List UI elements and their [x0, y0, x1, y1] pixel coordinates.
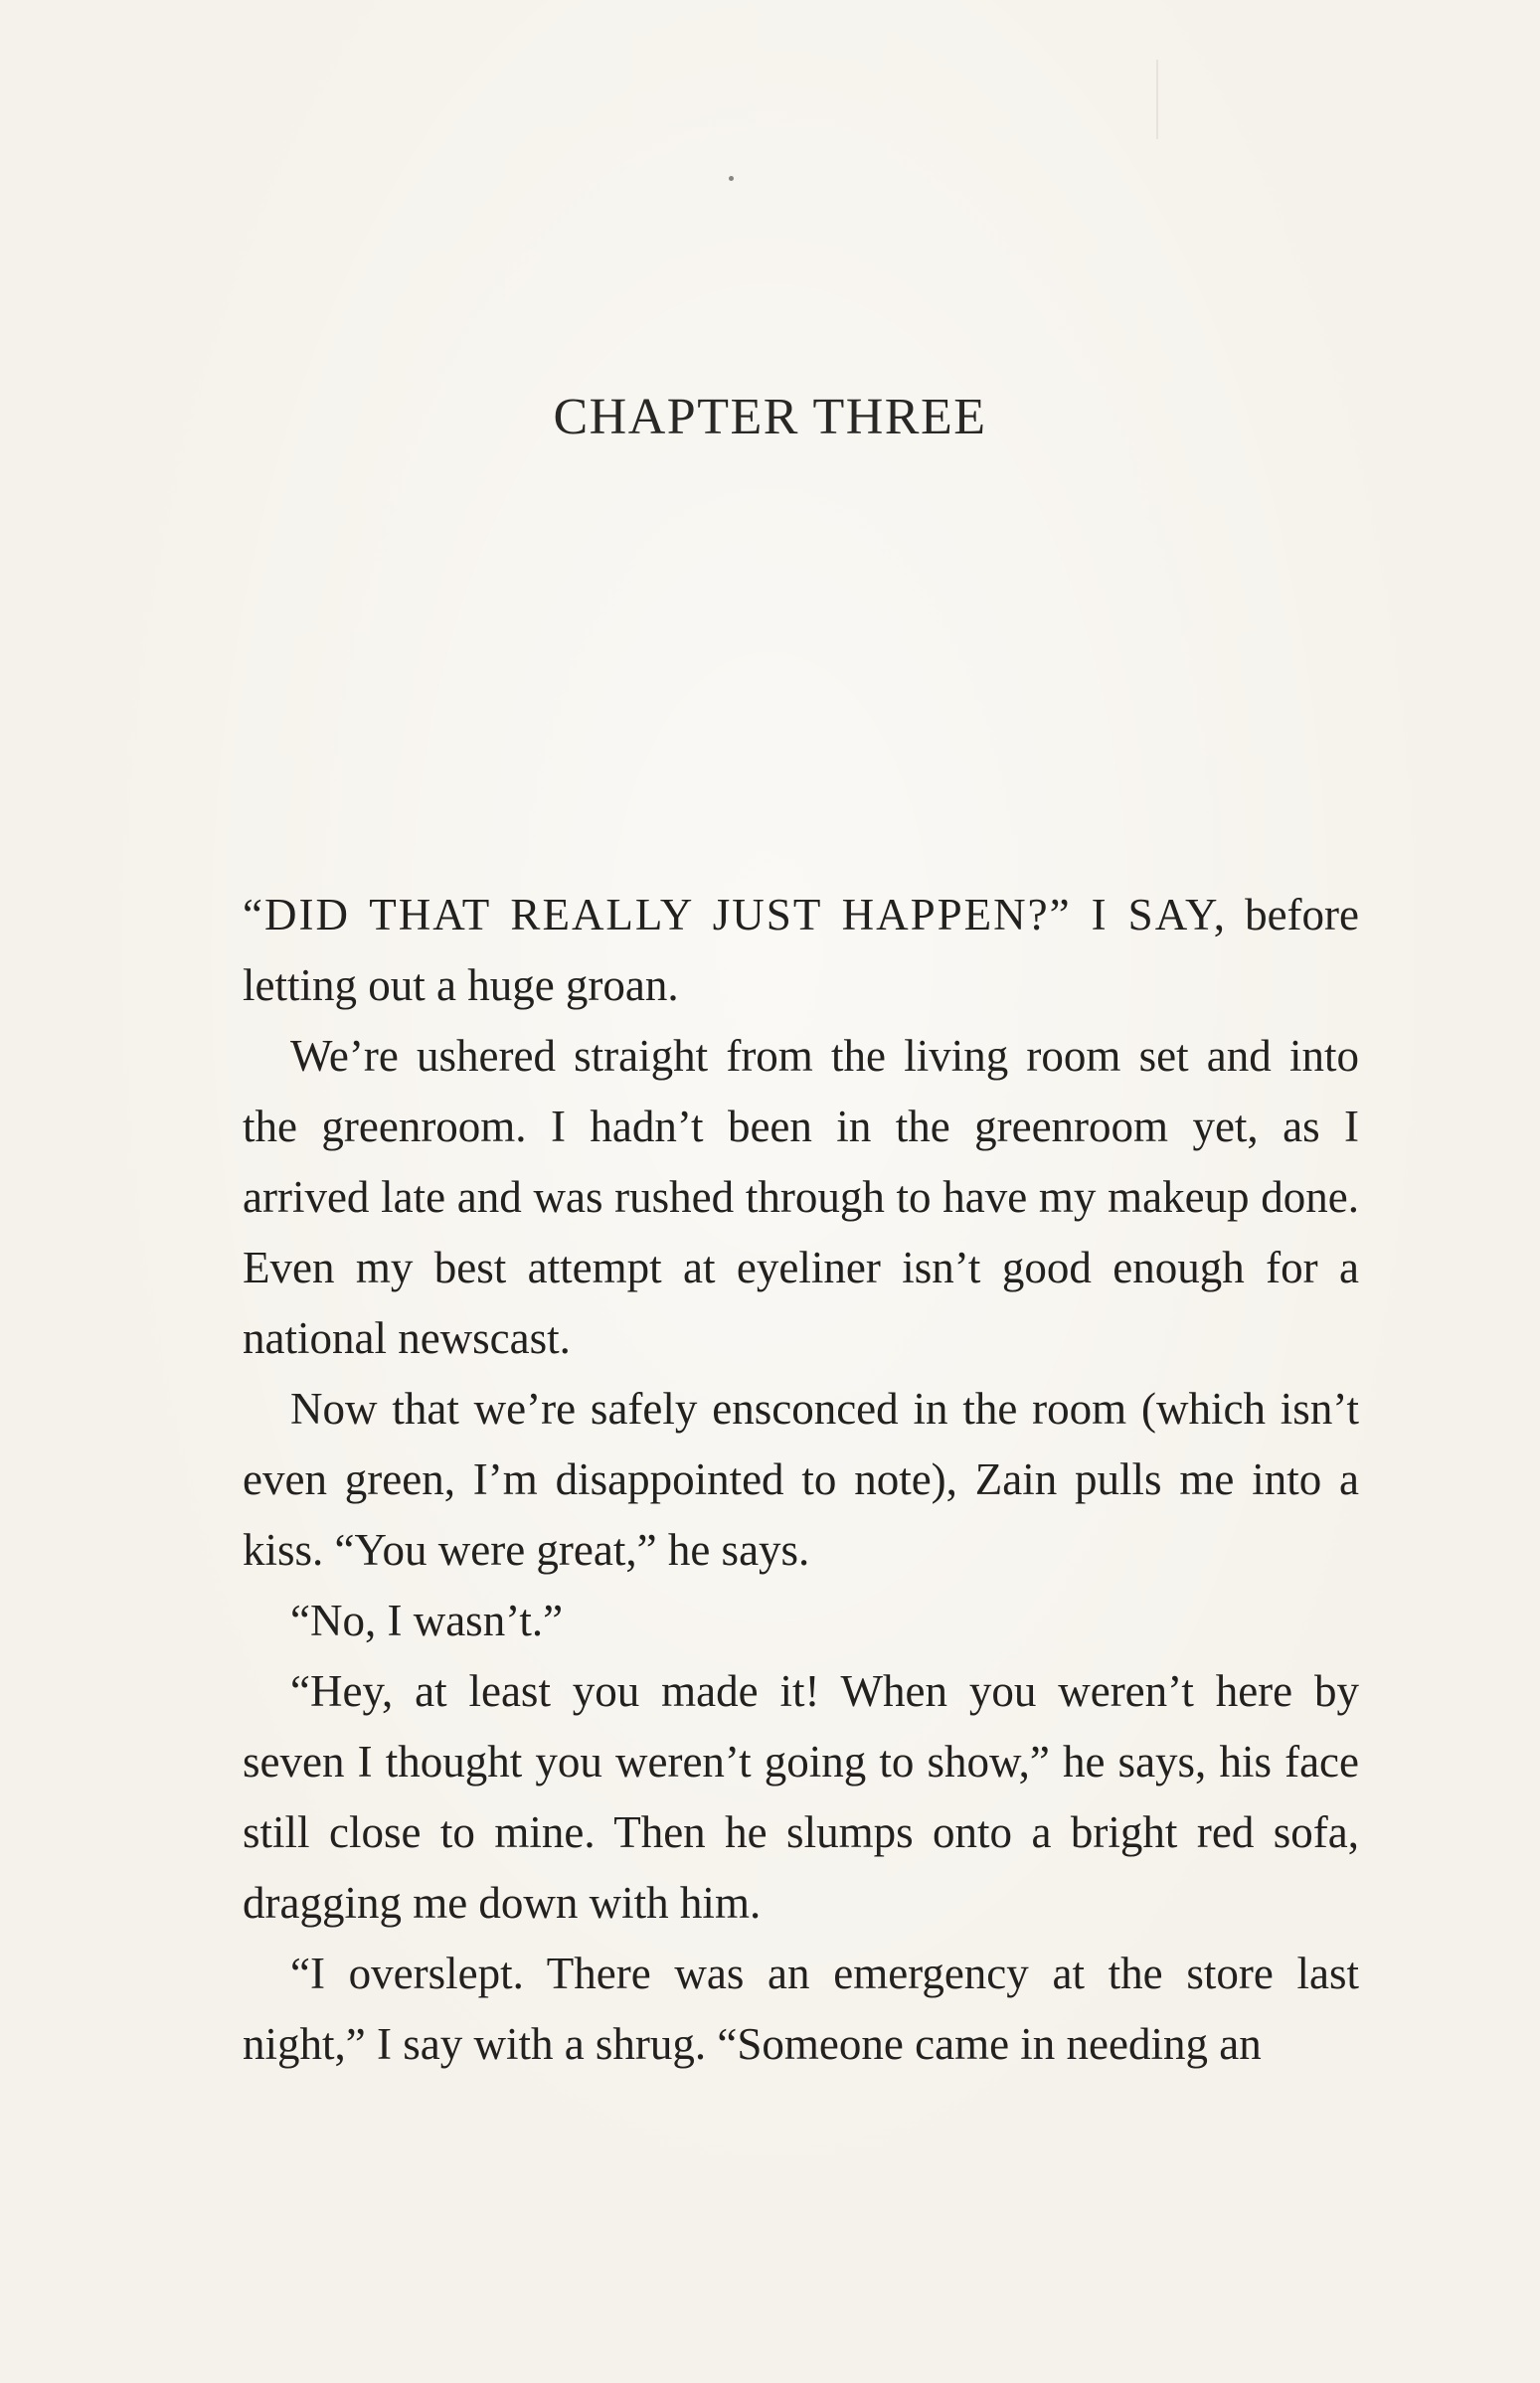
paragraph-3: Now that we’re safely ensconced in the room (which isn’t even green, I’m disappointed to note), Zain pulls me into a kiss. “You were great,” he says. — [243, 1384, 1359, 1575]
paragraph-4: “No, I wasn’t.” — [290, 1596, 564, 1645]
paragraph-6: “I overslept. There was an emergency at the store last night,” I say with a shrug. “Someone came in needing an — [243, 1949, 1359, 2069]
chapter-title: CHAPTER THREE — [553, 389, 987, 445]
opening-caps: “DID THAT REALLY JUST HAPPEN?” I SAY, — [243, 890, 1228, 939]
paragraph-1 — [243, 880, 1359, 1021]
chapter-body — [243, 880, 1359, 2080]
page-speck — [729, 176, 734, 181]
paragraph-5: “Hey, at least you made it! When you weren’t here by seven I thought you weren’t going to show,” he says, his face still close to mine. Then he slumps onto a bright red sofa, dragging me down with him. — [243, 1666, 1359, 1928]
page-blemish — [1156, 60, 1158, 139]
paragraph-2: We’re ushered straight from the living room set and into the greenroom. I hadn’t been in the greenroom yet, as I arrived late and was rushed through to have my makeup done. Even my best attempt at eyeliner isn’t good enough for a national newscast. — [243, 1031, 1359, 1363]
paragraph-1-text: before letting out a huge groan. — [243, 890, 1359, 1010]
